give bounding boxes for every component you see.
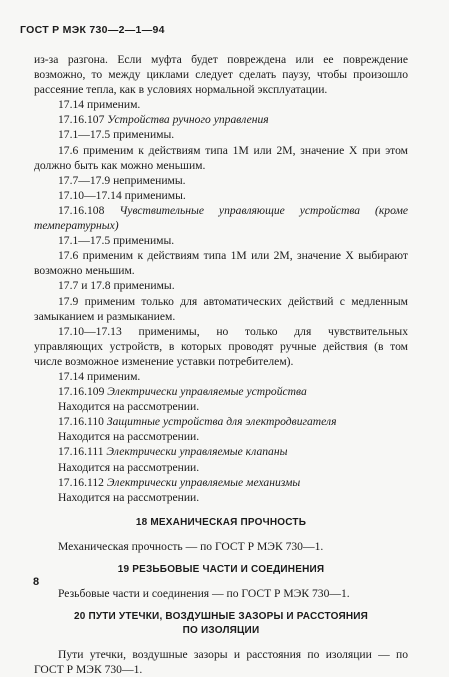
- subsection-heading: [34, 384, 408, 399]
- paragraph: 17.9 применим только для автоматических действий с медленным замыканием и размыканием.: [34, 294, 408, 323]
- subsection-number: 17.16.107: [58, 113, 105, 127]
- page-number: 8: [33, 576, 40, 588]
- paragraph: 17.10—17.13 применимы, но только для чувствительных управляющих устройств, в которых проводят ручные действия (в том числе возможное изменение уставки потребителем).: [34, 324, 408, 368]
- list-item: 17.14 применим.: [58, 98, 141, 112]
- paragraph-continuation: из-за разгона. Если муфта будет повреждена или ее повреждение возможно, то между циклами следует сделать паузу, чтобы произошло рассеяние тепла, как в условиях нормальной эксплуатации.: [34, 53, 408, 97]
- paragraph: 17.6 применим к действиям типа 1М или 2М, значение X при этом должно быть как можно меньшим.: [34, 143, 408, 172]
- list-item: Находится на рассмотрении.: [58, 430, 200, 444]
- list-item: 17.1—17.5 применимы.: [58, 234, 175, 248]
- subsection-number: 17.16.112: [58, 475, 104, 489]
- subsection-heading: [34, 112, 408, 127]
- list-item: 17.10—17.14 применимы.: [58, 188, 186, 202]
- list-item: Находится на рассмотрении.: [58, 400, 200, 414]
- subsection-number: 17.16.110: [58, 415, 104, 429]
- subsection-heading: [34, 444, 408, 459]
- section-heading-20: 20 ПУТИ УТЕЧКИ, ВОЗДУШНЫЕ ЗАЗОРЫ И РАССТОЯНИЯ: [73, 611, 369, 622]
- subsection-heading: [34, 203, 408, 233]
- subsection-title: Чувствительные управляющие устройства (кроме температурных): [34, 203, 408, 233]
- list-item: 17.7 и 17.8 применимы.: [58, 279, 175, 293]
- document-body: [34, 52, 408, 677]
- subsection-title: Защитные устройства для электродвигателя: [106, 415, 337, 429]
- section-heading-18: 18 МЕХАНИЧЕСКАЯ ПРОЧНОСТЬ: [135, 516, 307, 528]
- subsection-title: Электрически управляемые устройства: [107, 385, 307, 399]
- subsection-title: Электрически управляемые клапаны: [106, 445, 288, 459]
- list-item: Находится на рассмотрении.: [58, 460, 200, 474]
- subsection-title: Электрически управляемые механизмы: [106, 475, 301, 489]
- subsection-number: 17.16.108: [58, 203, 105, 217]
- section-heading-20-line2: ПО ИЗОЛЯЦИИ: [182, 625, 260, 636]
- section-text-18: Механическая прочность — по ГОСТ Р МЭК 730—1.: [58, 539, 324, 553]
- list-item: 17.7—17.9 неприменимы.: [58, 173, 186, 187]
- subsection-heading: [34, 475, 408, 490]
- subsection-number: 17.16.109: [58, 385, 105, 399]
- section-text-19: Резьбовые части и соединения — по ГОСТ Р МЭК 730—1.: [58, 586, 350, 600]
- subsection-heading: [34, 414, 408, 429]
- paragraph: 17.6 применим к действиям типа 1М или 2М, значение X выбирают возможно меньшим.: [34, 249, 408, 278]
- page-header: ГОСТ Р МЭК 730—2—1—94: [20, 24, 165, 36]
- section-text-20: Пути утечки, воздушные зазоры и расстояния по изоляции — по ГОСТ Р МЭК 730—1.: [34, 648, 408, 677]
- subsection-number: 17.16.111: [58, 445, 104, 459]
- subsection-title: Устройства ручного управления: [107, 113, 269, 127]
- section-heading-19: 19 РЕЗЬБОВЫЕ ЧАСТИ И СОЕДИНЕНИЯ: [117, 563, 325, 575]
- list-item: Находится на рассмотрении.: [58, 490, 200, 504]
- list-item: 17.14 применим.: [58, 369, 141, 383]
- list-item: 17.1—17.5 применимы.: [58, 128, 175, 142]
